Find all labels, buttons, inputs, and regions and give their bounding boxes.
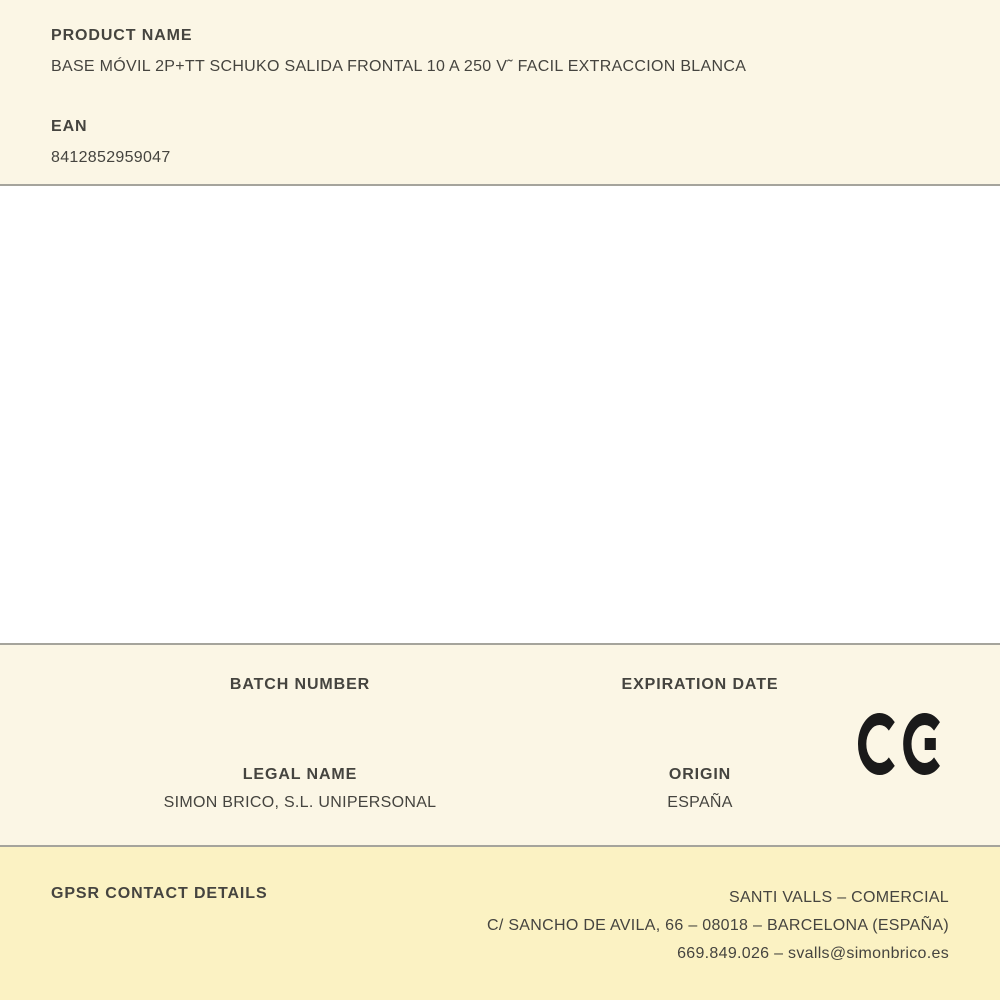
ean-label: EAN xyxy=(51,118,88,135)
legal-name-field xyxy=(100,765,500,812)
gpsr-contact-label: GPSR CONTACT DETAILS xyxy=(51,885,268,902)
ean-field xyxy=(51,117,949,167)
expiration-date-field xyxy=(500,675,900,694)
gpsr-contact-name: SANTI VALLS – COMERCIAL xyxy=(728,889,949,906)
legal-name-label: LEGAL NAME xyxy=(242,766,358,783)
gpsr-contact-block xyxy=(487,884,949,968)
origin-label: ORIGIN xyxy=(668,766,732,783)
gpsr-contact-phone-email: 669.849.026 – svalls@simonbrico.es xyxy=(677,945,949,962)
product-details-section xyxy=(0,643,1000,845)
batch-number-label: BATCH NUMBER xyxy=(229,676,371,693)
ean-value: 8412852959047 xyxy=(51,149,171,166)
ce-marking-icon xyxy=(858,713,940,775)
gpsr-contact-address: C/ SANCHO DE AVILA, 66 – 08018 – BARCELONA (ESPAÑA) xyxy=(486,917,949,934)
product-header-section xyxy=(0,0,1000,186)
gpsr-contact-section xyxy=(0,845,1000,1000)
origin-field xyxy=(500,765,900,812)
product-name-value: BASE MÓVIL 2P+TT SCHUKO SALIDA FRONTAL 10 A 250 V˜ FACIL EXTRACCION BLANCA xyxy=(51,58,747,75)
expiration-date-label: EXPIRATION DATE xyxy=(621,676,779,693)
product-name-field xyxy=(51,26,949,76)
legal-name-value: SIMON BRICO, S.L. UNIPERSONAL xyxy=(163,794,437,811)
batch-number-field xyxy=(100,675,500,694)
product-name-label: PRODUCT NAME xyxy=(51,27,193,44)
origin-value: ESPAÑA xyxy=(667,794,733,811)
product-image-area xyxy=(0,186,1000,643)
